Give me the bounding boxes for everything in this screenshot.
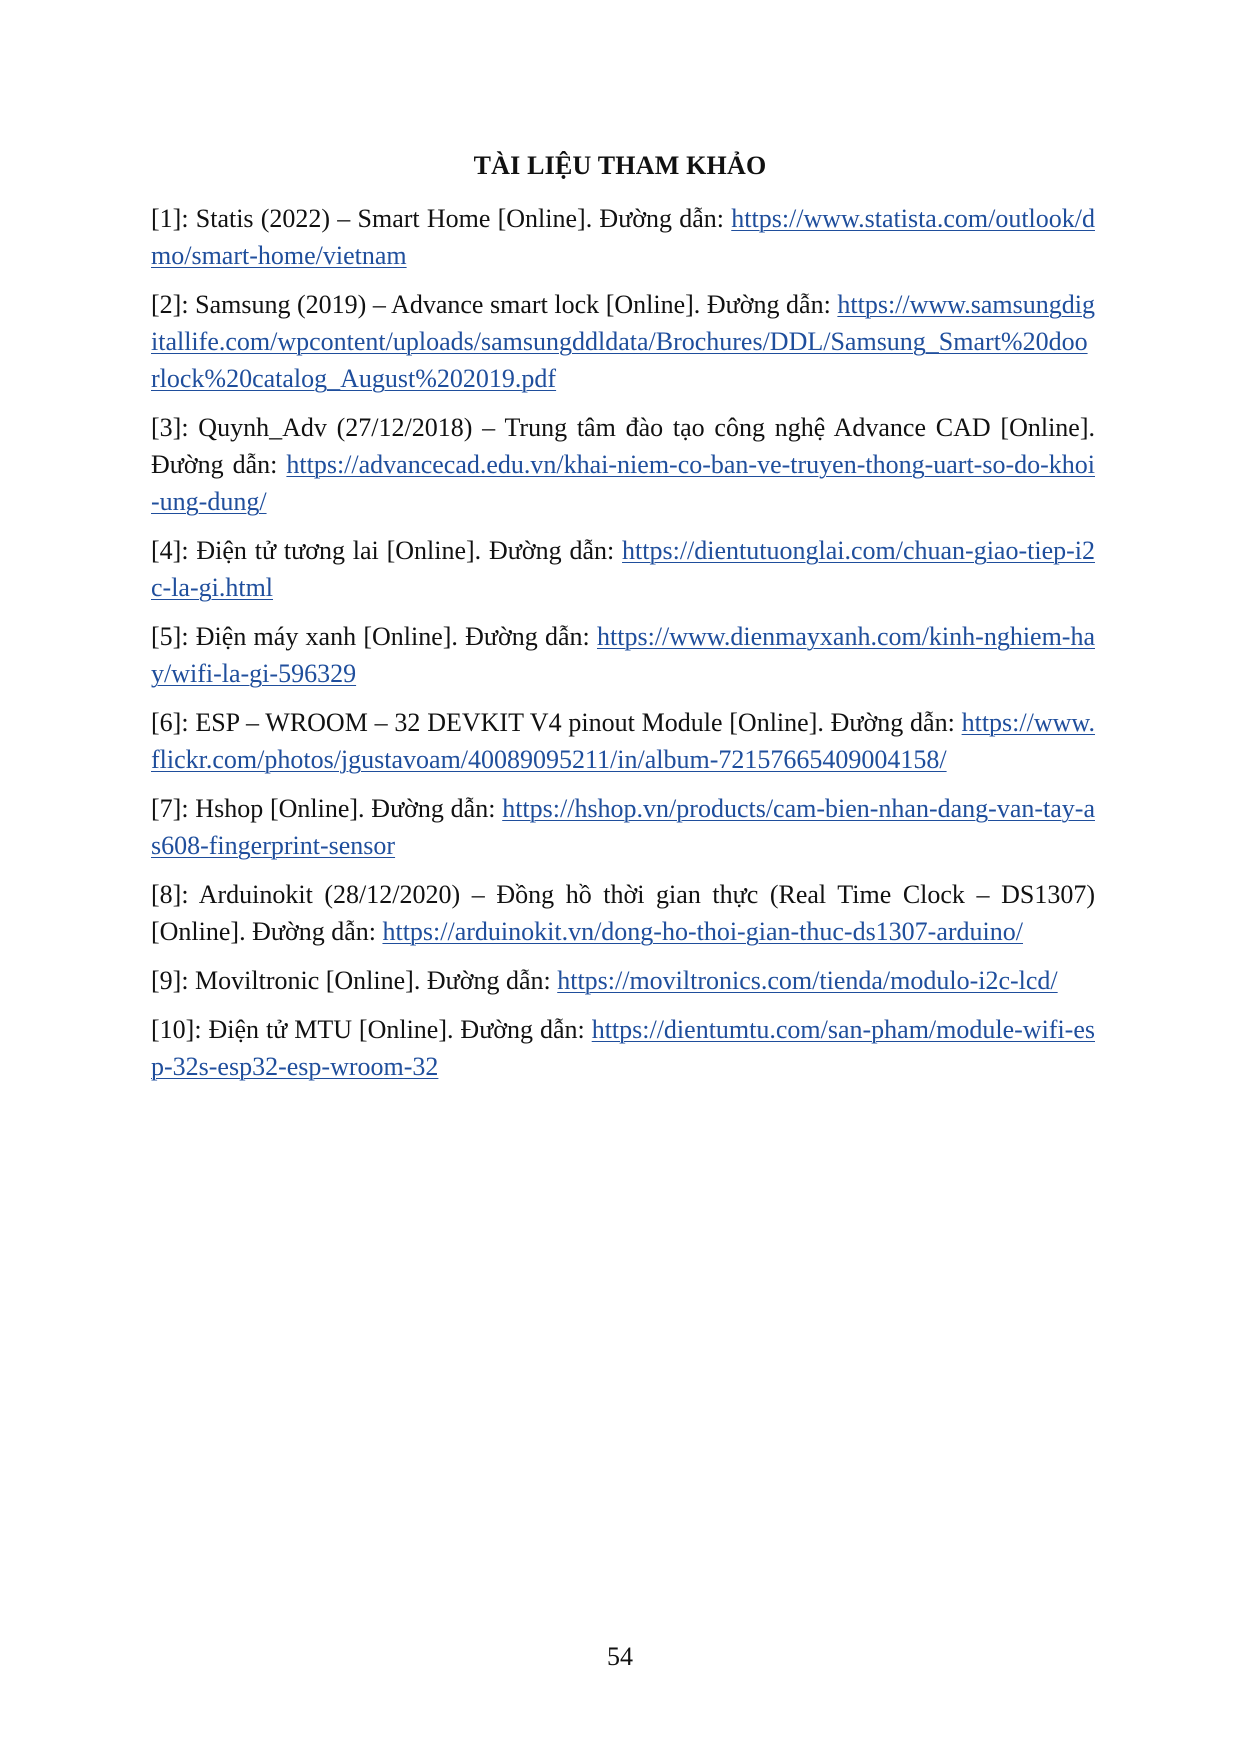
reference-link[interactable]: https://www.dienmayxanh.com/kinh-nghiem-hay/wifi-la-gi-596329: [151, 622, 1095, 688]
reference-list: [151, 200, 1095, 1097]
reference-text: [3]: Quynh_Adv (27/12/2018) – Trung tâm đào tạo công nghệ Advance CAD [Online]. Đường dẫn:: [151, 413, 1095, 479]
reference-text: [1]: Statis (2022) – Smart Home [Online]. Đường dẫn:: [151, 204, 732, 233]
reference-item: [151, 409, 1095, 520]
reference-item: [151, 704, 1095, 778]
reference-text: [5]: Điện máy xanh [Online]. Đường dẫn:: [151, 622, 597, 651]
page-title: TÀI LIỆU THAM KHẢO: [473, 151, 767, 180]
reference-text: [10]: Điện tử MTU [Online]. Đường dẫn:: [151, 1015, 592, 1044]
reference-link[interactable]: https://www.flickr.com/photos/jgustavoam/40089095211/in/album-72157665409004158/: [151, 708, 1095, 774]
reference-link[interactable]: https://dientumtu.com/san-pham/module-wifi-esp-32s-esp32-esp-wroom-32: [151, 1015, 1095, 1081]
reference-text: [7]: Hshop [Online]. Đường dẫn:: [151, 794, 503, 823]
reference-link[interactable]: https://arduinokit.vn/dong-ho-thoi-gian-thuc-ds1307-arduino/: [382, 917, 1023, 946]
reference-text: [9]: Moviltronic [Online]. Đường dẫn:: [151, 966, 558, 995]
reference-link[interactable]: https://hshop.vn/products/cam-bien-nhan-dang-van-tay-as608-fingerprint-sensor: [151, 794, 1095, 860]
reference-text: [6]: ESP – WROOM – 32 DEVKIT V4 pinout Module [Online]. Đường dẫn:: [151, 708, 962, 737]
reference-text: [2]: Samsung (2019) – Advance smart lock [Online]. Đường dẫn:: [151, 290, 838, 319]
reference-link[interactable]: https://www.statista.com/outlook/dmo/smart-home/vietnam: [151, 204, 1095, 270]
reference-item: [151, 618, 1095, 692]
reference-item: [151, 1011, 1095, 1085]
reference-link[interactable]: https://dientutuonglai.com/chuan-giao-tiep-i2c-la-gi.html: [151, 536, 1095, 602]
reference-text: [8]: Arduinokit (28/12/2020) – Đồng hồ thời gian thực (Real Time Clock – DS1307) [Online]. Đường dẫn:: [151, 880, 1095, 946]
reference-link[interactable]: https://www.samsungdigitallife.com/wpcontent/uploads/samsungddldata/Brochures/DDL/Samsung_Smart%20doorlock%20catalog_August%202019.pdf: [151, 290, 1095, 393]
page-number: 54: [607, 1642, 633, 1671]
reference-item: [151, 200, 1095, 274]
reference-link[interactable]: https://advancecad.edu.vn/khai-niem-co-ban-ve-truyen-thong-uart-so-do-khoi-ung-dung/: [151, 450, 1095, 516]
reference-link[interactable]: https://moviltronics.com/tienda/modulo-i2c-lcd/: [557, 966, 1058, 995]
reference-text: [4]: Điện tử tương lai [Online]. Đường dẫn:: [151, 536, 623, 565]
reference-item: [151, 286, 1095, 397]
reference-item: [151, 962, 1095, 999]
reference-item: [151, 790, 1095, 864]
reference-item: [151, 876, 1095, 950]
reference-item: [151, 532, 1095, 606]
